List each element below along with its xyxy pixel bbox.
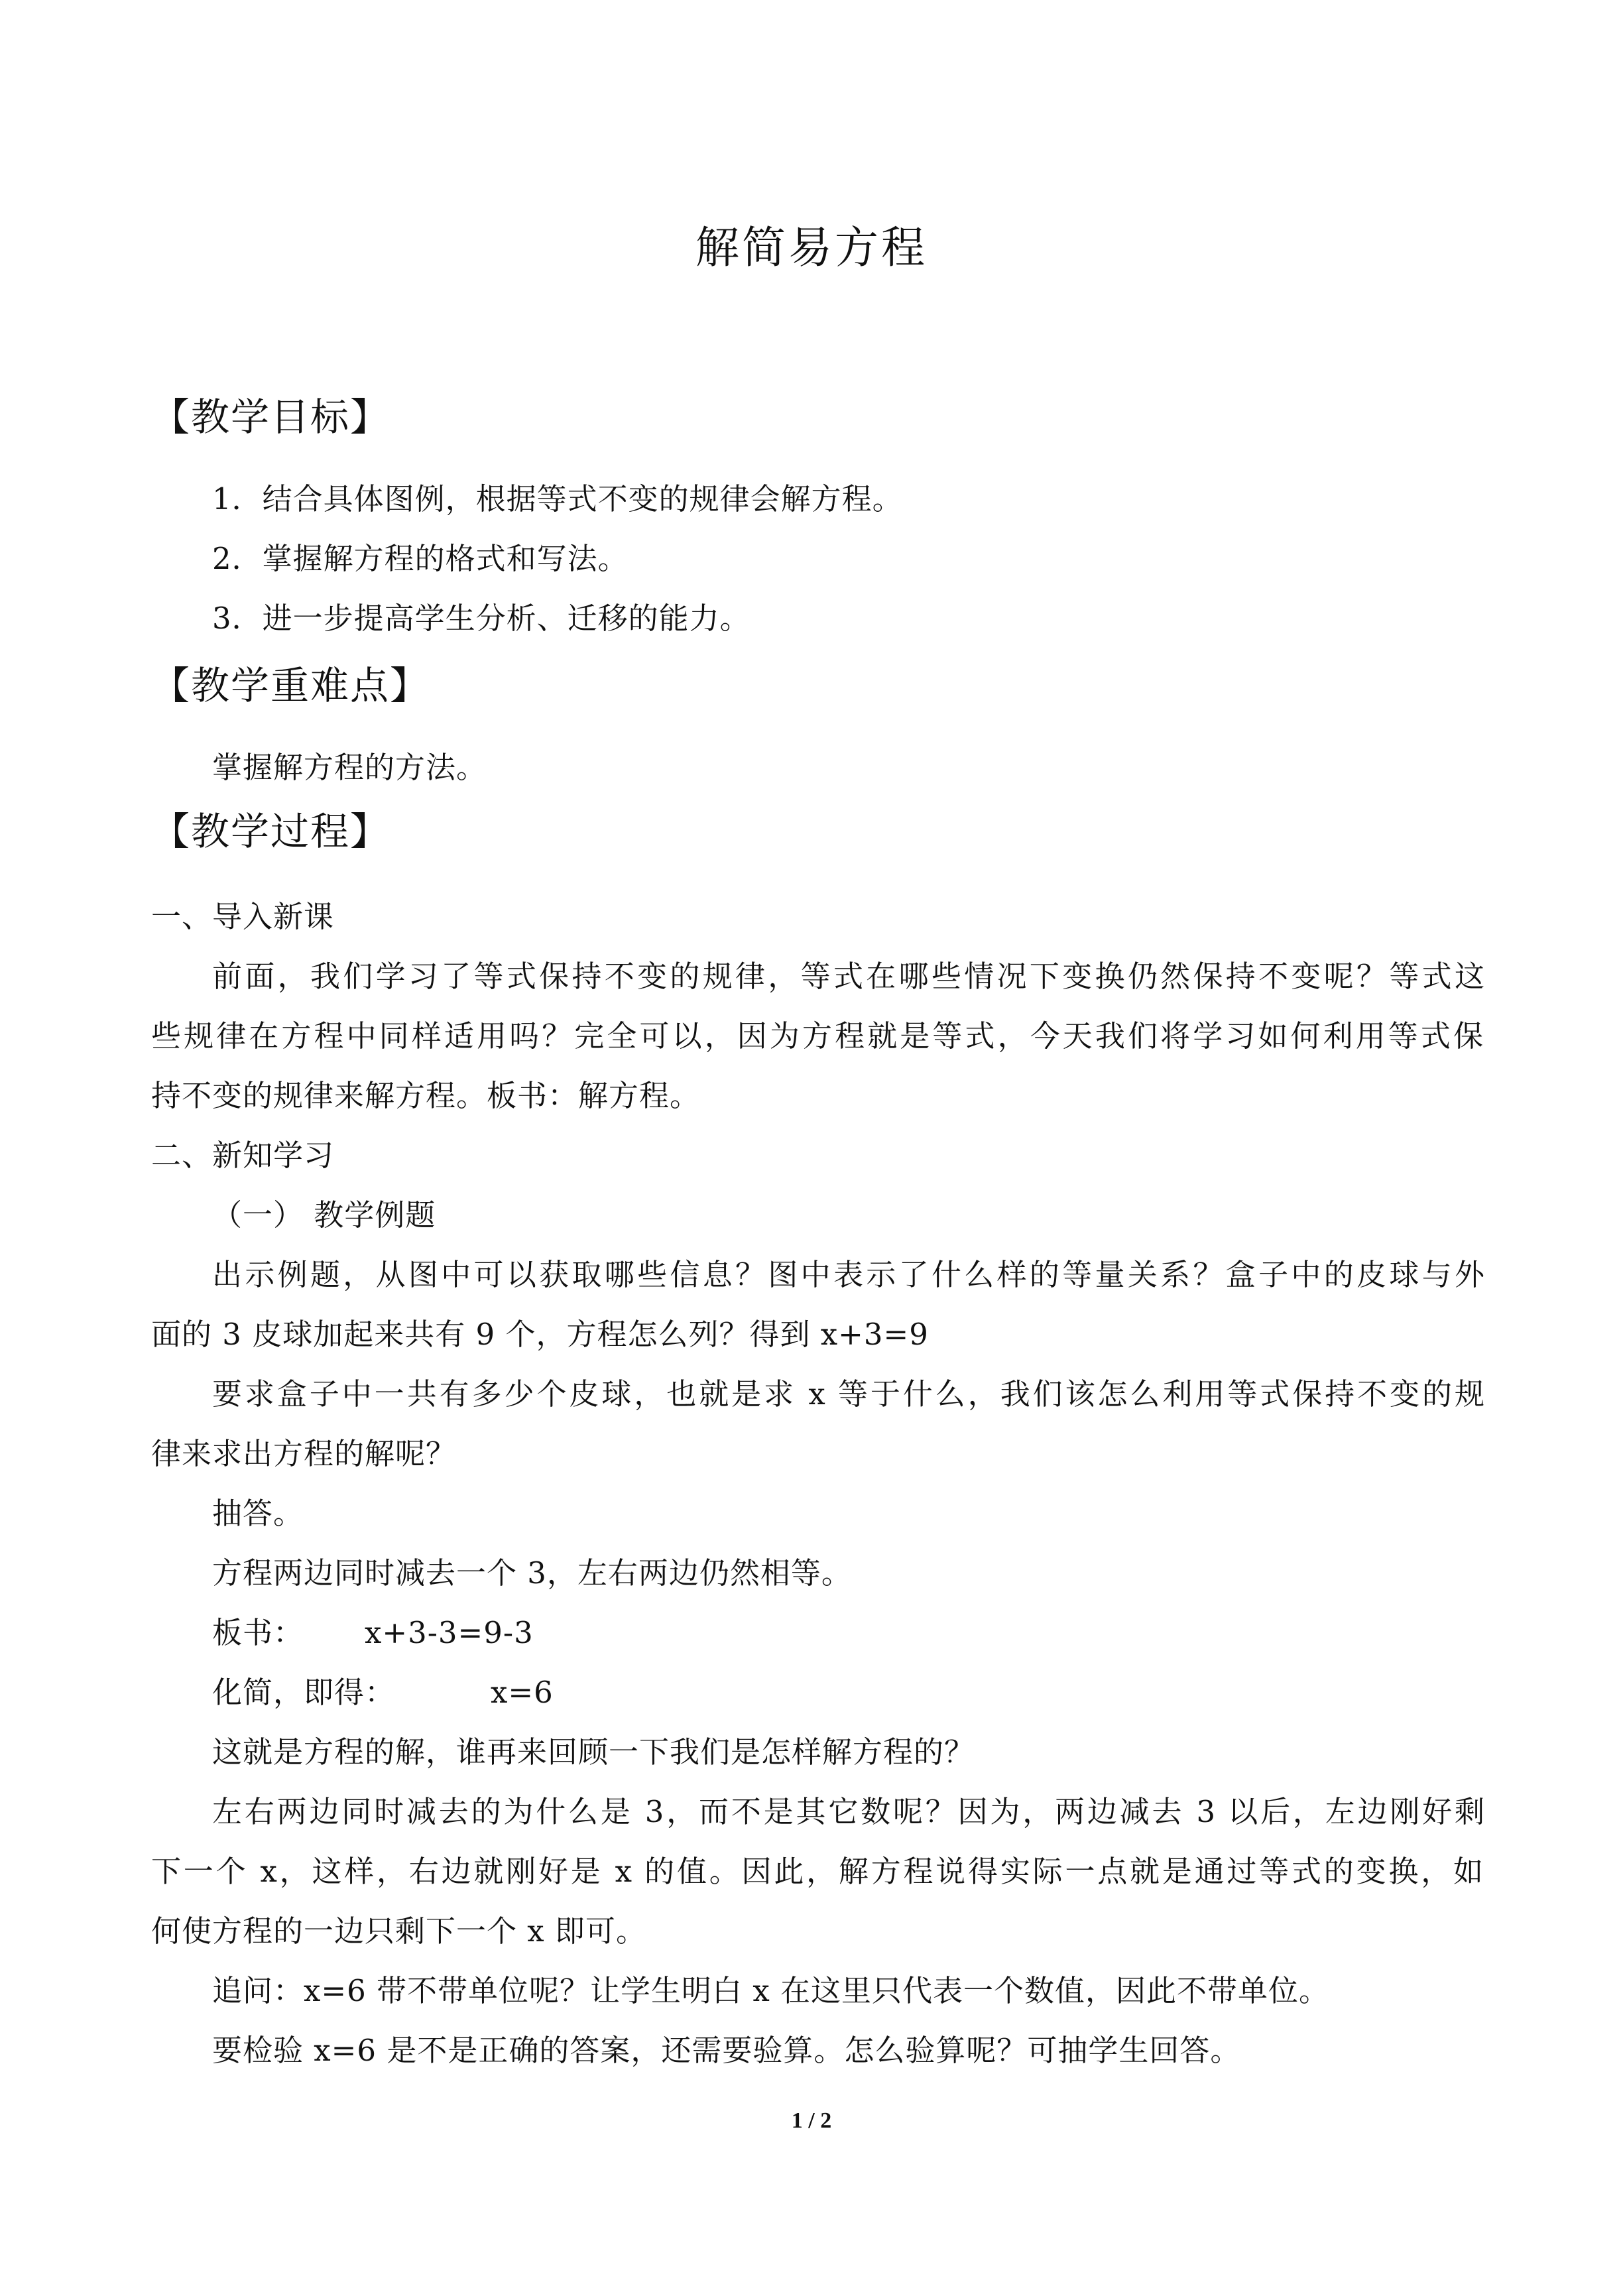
part1-heading: 一、导入新课 <box>151 899 335 934</box>
paragraph-example-line-1: 出示例题，从图中可以获取哪些信息？图中表示了什么样的等量关系？盒子中的皮球与外 <box>212 1257 1485 1292</box>
paragraph-intro-line-2: 些规律在方程中同样适用吗？完全可以，因为方程就是等式，今天我们将学习如何利用等式保 <box>151 1018 1484 1054</box>
paragraph-question-line-1: 要求盒子中一共有多少个皮球，也就是求 x 等于什么，我们该怎么利用等式保持不变的规 <box>212 1376 1485 1412</box>
simplify-equation-row <box>212 1675 554 1710</box>
paragraph-subtract: 方程两边同时减去一个 3，左右两边仍然相等。 <box>212 1555 852 1591</box>
subsection-heading: （一） 教学例题 <box>212 1197 436 1233</box>
paragraph-why-line-1: 左右两边同时减去的为什么是 3，而不是其它数呢？因为，两边减去 3 以后，左边刚好剩 <box>212 1794 1485 1829</box>
board-equation-row <box>212 1615 534 1650</box>
objective-item-1: 1．结合具体图例，根据等式不变的规律会解方程。 <box>212 481 903 516</box>
objective-item-2: 2．掌握解方程的格式和写法。 <box>212 541 629 576</box>
paragraph-question-line-2: 律来求出方程的解呢？ <box>151 1436 457 1471</box>
process-heading: 【教学过程】 <box>151 809 391 854</box>
part2-heading: 二、新知学习 <box>151 1138 335 1173</box>
board-equation: x+3-3=9-3 <box>365 1615 534 1650</box>
paragraph-verify: 要检验 x=6 是不是正确的答案，还需要验算。怎么验算呢？可抽学生回答。 <box>212 2033 1241 2068</box>
paragraph-example-line-2: 面的 3 皮球加起来共有 9 个，方程怎么列？得到 x+3=9 <box>151 1317 929 1352</box>
paragraph-intro-line-3: 持不变的规律来解方程。板书：解方程。 <box>151 1078 701 1113</box>
keypoints-text: 掌握解方程的方法。 <box>212 750 487 785</box>
simplify-label: 化简，即得： <box>212 1675 396 1710</box>
paragraph-unit-question: 追问：x=6 带不带单位呢？让学生明白 x 在这里只代表一个数值，因此不带单位。 <box>212 1973 1330 2008</box>
page-number: 1 / 2 <box>791 2108 832 2133</box>
objective-item-3: 3．进一步提高学生分析、迁移的能力。 <box>212 601 751 636</box>
paragraph-why-line-3: 何使方程的一边只剩下一个 x 即可。 <box>151 1913 646 1949</box>
paragraph-intro-line-1: 前面，我们学习了等式保持不变的规律，等式在哪些情况下变换仍然保持不变呢？等式这 <box>212 959 1485 994</box>
keypoints-heading: 【教学重难点】 <box>151 663 430 708</box>
paragraph-answer: 抽答。 <box>212 1496 304 1531</box>
paragraph-why-line-2: 下一个 x，这样，右边就刚好是 x 的值。因此，解方程说得实际一点就是通过等式的变换，如 <box>151 1854 1484 1889</box>
document-title: 解简易方程 <box>695 222 928 273</box>
simplify-equation: x=6 <box>491 1675 554 1710</box>
objectives-heading: 【教学目标】 <box>151 394 391 440</box>
paragraph-review: 这就是方程的解，谁再来回顾一下我们是怎样解方程的？ <box>212 1734 975 1770</box>
board-label: 板书： <box>212 1615 304 1650</box>
